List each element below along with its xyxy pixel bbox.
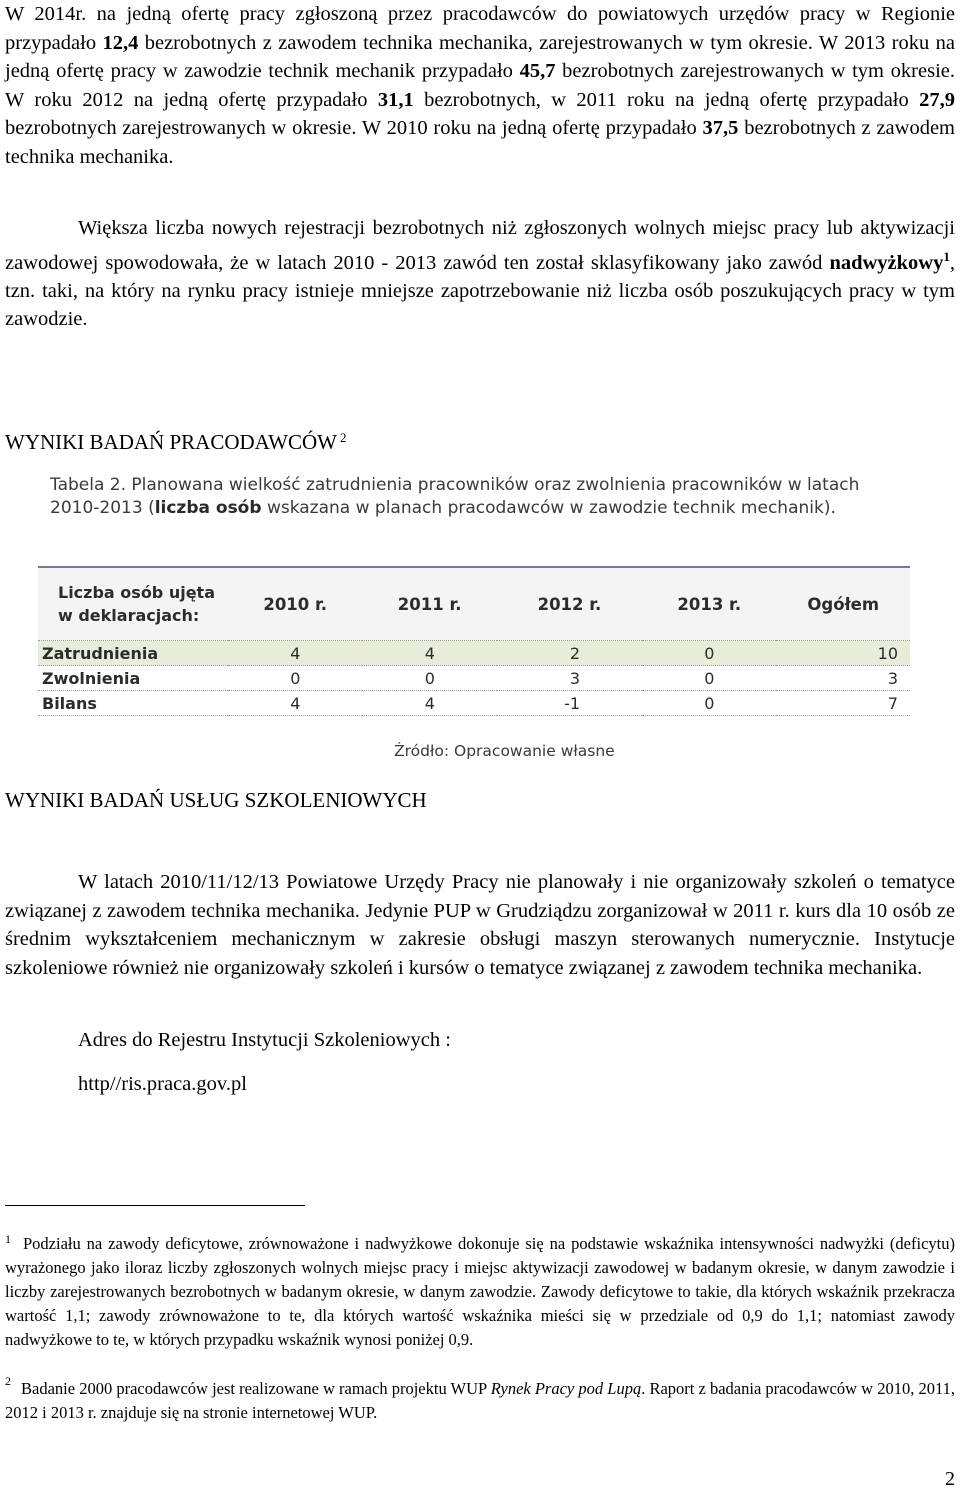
address-label: Adres do Rejestru Instytucji Szkoleniowych : [78, 1029, 451, 1051]
text-run: bezrobotnych z zawodem technika mechanika. [5, 117, 955, 168]
caption-bold: liczba osób [154, 498, 262, 518]
column-header: Ogółem [776, 568, 910, 641]
table-corner-header: Liczba osób ujęta w deklaracjach: [38, 568, 228, 641]
footnote-text [5, 1377, 955, 1425]
text-run: Większa liczba nowych rejestracji bezrobotnych niż zgłoszonych wolnych miejsc pracy lub aktywizacji zawodowej spowodowała, że w latach 2010 - 2013 zawód ten został sklasyfikowany jako zawód [5, 217, 955, 274]
row-label: Zatrudnienia [38, 641, 228, 666]
text-run: W latach 2010/11/12/13 Powiatowe Urzędy Pracy nie planowały i nie organizowały szkoleń o tematyce związanej z zawodem technika mechanika. Jedynie PUP w Grudziądzu zorganizował w 2011 r. kurs dla 10 osób ze średnim wykształceniem mechanicznym w zakresie obsługi maszyn sterowanych numerycznie. Instytucje szkoleniowe również nie organizowały szkoleń i kursów o tematyce związanej z zawodem technika mechanika. [5, 871, 955, 979]
row-label: Bilans [38, 691, 228, 716]
table-cell: 2 [497, 641, 642, 666]
table-cell: 3 [776, 666, 910, 691]
value-2014: 12,4 [102, 31, 139, 54]
text-run: , tzn. taki, na który na rynku pracy istnieje mniejsze zapotrzebowanie niż liczba osób poszukujących pracy w tym zawodzie. [5, 251, 955, 331]
text-run: Badanie 2000 pracodawców jest realizowane w ramach projektu WUP [21, 1379, 491, 1398]
text-run: . Raport z badania pracodawców w 2010, 2011, 2012 i 2013 r. znajduje się na stronie internetowej WUP. [5, 1379, 955, 1422]
value-2011: 27,9 [919, 88, 955, 111]
table-cell: 0 [642, 691, 776, 716]
paragraph-training [5, 868, 955, 982]
column-header: 2010 r. [228, 568, 362, 641]
heading-text: WYNIKI BADAŃ PRACODAWCÓW [5, 430, 337, 454]
project-name: Rynek Pracy pod Lupą [490, 1379, 642, 1398]
row-label: Zwolnienia [38, 666, 228, 691]
table-cell: 7 [776, 691, 910, 716]
text-run: bezrobotnych zarejestrowanych w tym okresie. W roku 2012 na jedną ofertę przypadało [5, 60, 955, 111]
table-cell: 4 [362, 691, 496, 716]
footnote-1 [5, 1232, 955, 1352]
table-cell: 0 [228, 666, 362, 691]
table-header-row [38, 568, 910, 641]
table-source: Źródło: Opracowanie własne [394, 742, 615, 760]
column-header: 2013 r. [642, 568, 776, 641]
footnote-ref-1[interactable]: 1 [943, 248, 950, 264]
footnote-mark: 2 [5, 1374, 11, 1388]
value-2010: 37,5 [702, 117, 739, 139]
paragraph-unemployment-ratio [5, 0, 955, 171]
section-heading-employers [5, 425, 346, 455]
column-header: 2011 r. [362, 568, 496, 641]
table-cell: 3 [497, 666, 642, 691]
footnote-ref-2[interactable]: 2 [339, 430, 347, 445]
value-2013: 45,7 [519, 60, 556, 82]
text-run: bezrobotnych z zawodem technika mechanika, zarejestrowanych w tym okresie. W 2013 roku na jedną ofertę pracy w zawodzie technik mechanik przypadało [5, 31, 955, 82]
caption-text: Tabela 2. Planowana wielkość zatrudnienia pracowników oraz zwolnienia pracowników w latach 2010-2013 ( [50, 475, 860, 518]
footnote-separator [5, 1205, 305, 1206]
table-cell: 0 [642, 666, 776, 691]
value-2012: 31,1 [377, 88, 414, 111]
text-run: W 2014r. na jedną ofertę pracy zgłoszoną przez pracodawców do powiatowych urzędów pracy w Regionie przypadało [5, 3, 955, 54]
footnote-2 [5, 1374, 955, 1425]
footnote-text: Podziału na zawody deficytowe, zrównoważone i nadwyżkowe dokonuje się na podstawie wskaźnika intensywności nadwyżki (deficytu) wyrażonego jako iloraz liczby zgłoszonych wolnych miejsc pracy i miejsc aktywizacji zawodowej w badanym okresie, w danym zawodzie i liczby zarejestrowanych bezrobotnych w badanym okresie, w danym zawodzie. Zawody deficytowe to takie, dla których wskaźnik przekracza wartość 1,1; zawody zrównoważone to te, dla których wartość wskaźnika mieści się w przedziale od 0,9 do 1,1; natomiast zawody nadwyżkowe to te, w których przypadku wskaźnik wynosi poniżej 0,9. [5, 1234, 955, 1349]
table-row [38, 691, 910, 716]
page-number: 2 [945, 1468, 955, 1490]
table-cell: 10 [776, 641, 910, 666]
paragraph-surplus-occupation [5, 214, 955, 334]
table-row [38, 666, 910, 691]
table-cell: 0 [362, 666, 496, 691]
table-cell: 0 [642, 641, 776, 666]
section-heading-training: WYNIKI BADAŃ USŁUG SZKOLENIOWYCH [5, 788, 427, 812]
table-cell: 4 [228, 641, 362, 666]
text-run: bezrobotnych, w 2011 roku na jedną ofertę przypadało [413, 88, 920, 111]
table-caption [50, 474, 870, 520]
address-link[interactable]: http//ris.praca.gov.pl [78, 1073, 247, 1095]
table-cell: 4 [228, 691, 362, 716]
text-run: bezrobotnych zarejestrowanych w okresie. W 2010 roku na jedną ofertę przypadało [5, 117, 703, 139]
footnote-mark: 1 [5, 1232, 11, 1246]
employment-table [38, 568, 910, 716]
caption-text: wskazana w planach pracodawców w zawodzie technik mechanik). [261, 498, 836, 518]
table-row [38, 641, 910, 666]
table-cell: 4 [362, 641, 496, 666]
column-header: 2012 r. [497, 568, 642, 641]
term-surplus: nadwyżkowy [829, 251, 944, 274]
table-cell: -1 [497, 691, 642, 716]
